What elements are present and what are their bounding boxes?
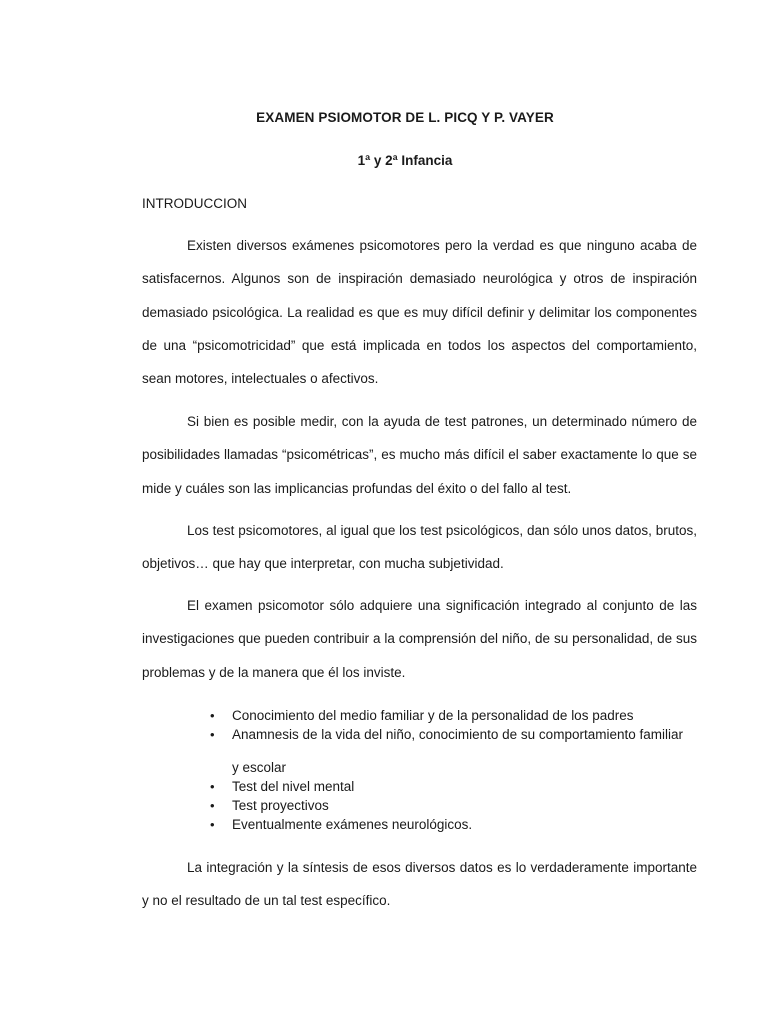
paragraph-1: Existen diversos exámenes psicomotores pero la verdad es que ninguno acaba de satisfacernos. Algunos son de inspiración demasiado neurológica y otros de inspiración demasiado psicológica. La realidad es que es muy difícil definir y delimitar los componentes de una “psicomotricidad” que está implicada en todos los aspectos del comportamiento, sean motores, intelectuales o afectivos. <box>142 238 697 387</box>
list-item-text: Anamnesis de la vida del niño, conocimiento de su comportamiento familiar <box>232 727 683 742</box>
bullet-dot: • <box>210 817 215 832</box>
paragraph-4: El examen psicomotor sólo adquiere una significación integrado al conjunto de las investigaciones que pueden contribuir a la comprensión del niño, de su personalidad, de sus problemas y de la manera que él los inviste. <box>142 598 697 680</box>
list-item <box>142 815 702 834</box>
list-item-text: Test del nivel mental <box>232 779 355 794</box>
paragraph-2: Si bien es posible medir, con la ayuda de test patrones, un determinado número de posibilidades llamadas “psicométricas”, es mucho más difícil el saber exactamente lo que se mide y cuáles son las implicancias profundas del éxito o del fallo al test. <box>142 414 697 496</box>
list-item <box>142 706 702 725</box>
bullet-dot: • <box>210 798 215 813</box>
bullet-dot: • <box>210 708 215 723</box>
document-title: EXAMEN PSIOMOTOR DE L. PICQ Y P. VAYER <box>256 110 554 125</box>
list-item-continuation: y escolar <box>232 760 287 775</box>
paragraph-5: La integración y la síntesis de esos diversos datos es lo verdaderamente importante y no el resultado de un tal test específico. <box>142 860 697 909</box>
list-item-text: Test proyectivos <box>232 798 329 813</box>
bullet-dot: • <box>210 727 215 742</box>
list-item-text: Conocimiento del medio familiar y de la personalidad de los padres <box>232 708 634 723</box>
document-subtitle: 1ª y 2ª Infancia <box>357 153 453 168</box>
list-item <box>142 725 702 777</box>
list-item <box>142 796 702 815</box>
paragraph-3: Los test psicomotores, al igual que los test psicológicos, dan sólo unos datos, brutos, objetivos… que hay que interpretar, con mucha subjetividad. <box>142 523 697 572</box>
bullet-dot: • <box>210 779 215 794</box>
bullet-list <box>142 706 702 834</box>
section-heading: INTRODUCCION <box>142 196 247 211</box>
list-item <box>142 777 702 796</box>
list-item-text: Eventualmente exámenes neurológicos. <box>232 817 473 832</box>
